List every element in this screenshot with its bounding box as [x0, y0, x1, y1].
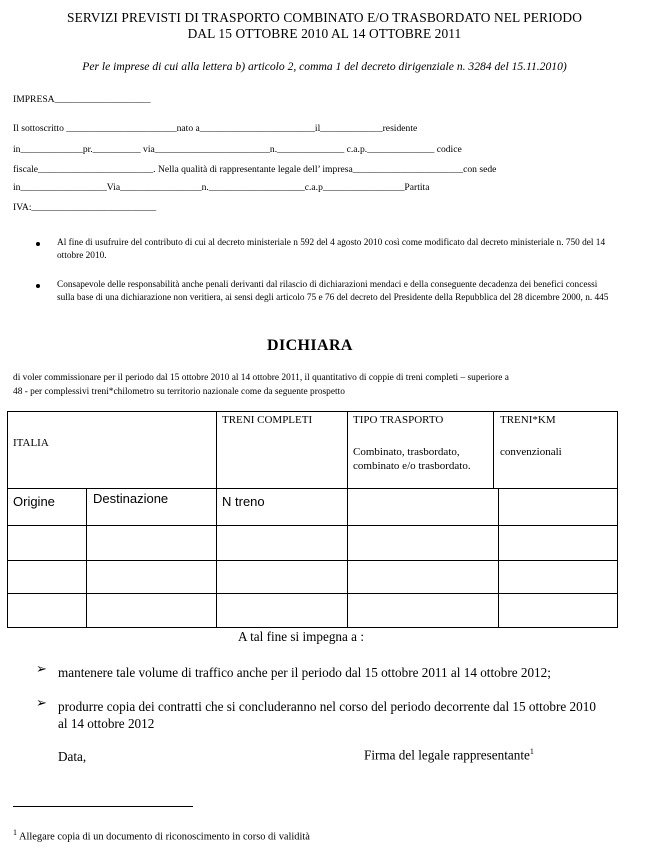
col-n-treno: N treno: [222, 494, 265, 509]
col-destinazione: Destinazione: [93, 491, 169, 506]
table-row[interactable]: [8, 526, 617, 560]
footnote: [13, 828, 310, 842]
tipo-trasporto-desc-2: combinato e/o trasbordato.: [353, 460, 471, 472]
dichiara-heading: DICHIARA: [267, 337, 353, 354]
dichiara-text-line-1: di voler commissionare per il periodo dal 15 ottobre 2010 al 14 ottobre 2011, il quantitativo di coppie di treni completi – superiore a: [13, 373, 509, 383]
dichiara-text-line-2: 48 - per complessivi treni*chilometro su territorio nazionale come da seguente prospetto: [13, 387, 345, 397]
bullet-text-1: Al fine di usufruire del contributo di cui al decreto ministeriale n 592 del 4 agosto 2010 così come modificato dal decreto ministeriale n. 750 del 14 ottobre 2010.: [57, 238, 606, 261]
title-line-1: SERVIZI PREVISTI DI TRASPORTO COMBINATO E/O TRASBORDATO NEL PERIODO: [67, 10, 582, 25]
codice-fiscale-line[interactable]: fiscale________________________. Nella qualità di rappresentante legale dell’ impresa_______________________con sede: [13, 164, 497, 175]
header-tipo-trasporto: TIPO TRASPORTO: [353, 414, 444, 426]
partita-iva-line[interactable]: IVA:__________________________: [13, 202, 157, 213]
footnote-text: Allegare copia di un documento di riconoscimento in corso di validità: [17, 831, 310, 843]
table-border-top: [7, 411, 618, 412]
header-treni-completi: TRENI COMPLETI: [222, 414, 313, 426]
impegna-item-2: produrre copia dei contratti che si concluderanno nel corso del periodo decorrente dal 15 ottobre 2010 al 14 ottobre 2012: [58, 699, 596, 731]
title-line-2: DAL 15 OTTOBRE 2010 AL 14 OTTOBRE 2011: [187, 26, 462, 41]
footnote-number: 1: [13, 828, 17, 837]
arrow-bullet-icon: ➢: [36, 696, 47, 711]
tipo-trasporto-desc-1: Combinato, trasbordato,: [353, 446, 460, 458]
sottoscritto-line[interactable]: Il sottoscritto _______________________nato a________________________il_____________residente: [13, 123, 418, 134]
bullet-text-2: Consapevole delle responsabilità anche penali derivanti dal rilascio di dichiarazioni mendaci e della conseguente decadenza dei benefici concessi sulla base di una dichiarazione non veritiera, ai sensi degli articolo 75 e 76 del decreto del Presidente della Repubblica del 28 dicembre 2000, n. 445: [57, 280, 609, 303]
residenza-line[interactable]: in_____________pr.__________ via________________________n.______________ c.a.p.______________ codice: [13, 144, 462, 155]
impegna-heading: A tal fine si impegna a :: [238, 629, 364, 644]
sede-line[interactable]: in__________________Via_________________n.____________________c.a.p_________________Partita: [13, 182, 430, 193]
bullet-dot-1: [36, 242, 40, 246]
bullet-dot-2: [36, 284, 40, 288]
table-row[interactable]: [8, 594, 617, 627]
subtitle: Per le imprese di cui alla lettera b) articolo 2, comma 1 del decreto dirigenziale n. 3284 del 15.11.2010): [82, 60, 567, 73]
impegna-item-1: mantenere tale volume di traffico anche per il periodo dal 15 ottobre 2011 al 14 ottobre 2012;: [58, 665, 551, 680]
header-convenzionali: convenzionali: [500, 446, 562, 458]
table-col-divider: [493, 411, 494, 489]
header-treni-km: TRENI*KM: [500, 414, 556, 426]
table-header-divider: [7, 488, 618, 489]
impresa-field[interactable]: IMPRESA____________________: [13, 94, 151, 105]
firma-label: [364, 747, 534, 763]
footnote-separator: [13, 806, 193, 807]
col-origine: Origine: [13, 494, 55, 509]
firma-text: Firma del legale rappresentante: [364, 747, 530, 763]
data-label: Data,: [58, 749, 87, 764]
arrow-bullet-icon: ➢: [36, 662, 47, 677]
footnote-ref: 1: [529, 747, 534, 756]
header-italia: ITALIA: [13, 437, 49, 449]
table-border-right: [617, 411, 618, 628]
table-row[interactable]: [8, 561, 617, 593]
table-border-bottom: [7, 627, 618, 628]
